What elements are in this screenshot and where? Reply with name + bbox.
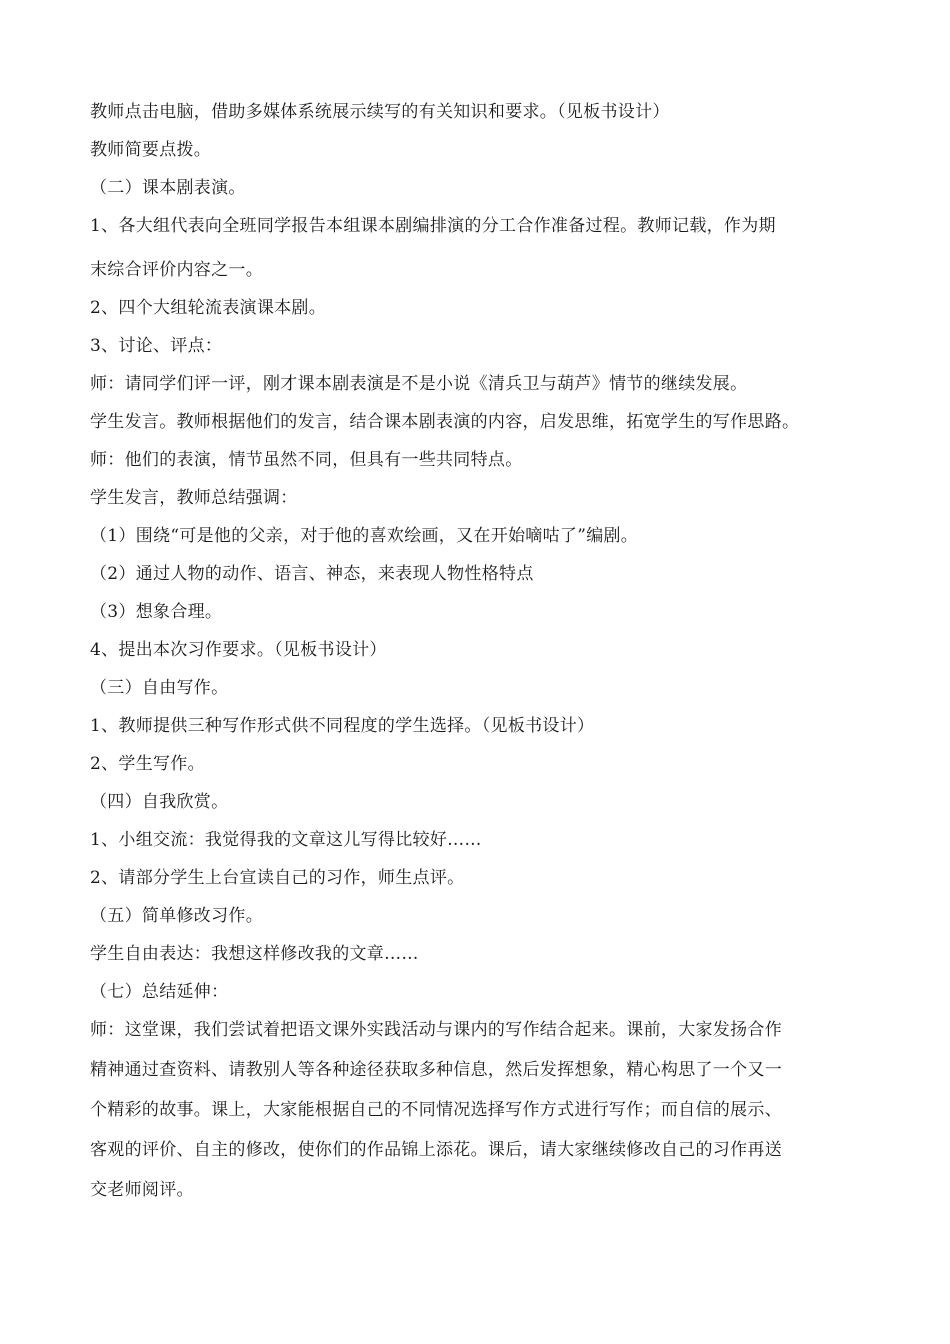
section-heading: （五）简单修改习作。 bbox=[90, 906, 263, 926]
text-line: 2、请部分学生上台宣读自己的习作，师生点评。 bbox=[90, 868, 465, 888]
text-line: 师：请同学们评一评，刚才课本剧表演是不是小说《清兵卫与葫芦》情节的继续发展。 bbox=[90, 374, 748, 394]
text-line: 个精彩的故事。课上，大家能根据自己的不同情况选择写作方式进行写作；而自信的展示、 bbox=[90, 1100, 782, 1120]
text-line: 学生自由表达：我想这样修改我的文章…… bbox=[90, 944, 419, 964]
text-line: 教师简要点拨。 bbox=[90, 140, 212, 160]
text-line: 3、讨论、评点： bbox=[90, 336, 223, 356]
document-body bbox=[90, 97, 870, 1215]
text-line: 1、各大组代表向全班同学报告本组课本剧编排演的分工合作准备过程。教师记载，作为期 bbox=[90, 216, 776, 236]
text-line: 客观的评价、自主的修改，使你们的作品锦上添花。课后，请大家继续修改自己的习作再送 bbox=[90, 1140, 782, 1160]
text-line: 1、教师提供三种写作形式供不同程度的学生选择。（见板书设计） bbox=[90, 716, 595, 736]
text-line: （3）想象合理。 bbox=[90, 602, 223, 622]
text-line: 1、小组交流：我觉得我的文章这儿写得比较好…… bbox=[90, 830, 482, 850]
text-line: 师：他们的表演，情节虽然不同，但具有一些共同特点。 bbox=[90, 450, 523, 470]
text-line: 2、四个大组轮流表演课本剧。 bbox=[90, 298, 327, 318]
section-heading: （二）课本剧表演。 bbox=[90, 178, 246, 198]
text-line: （2）通过人物的动作、语言、神态，来表现人物性格特点 bbox=[90, 564, 534, 584]
section-heading: （三）自由写作。 bbox=[90, 678, 229, 698]
text-line: （1）围绕“可是他的父亲，对于他的喜欢绘画，又在开始嘀咕了”编剧。 bbox=[90, 526, 639, 546]
text-line: 2、学生写作。 bbox=[90, 754, 205, 774]
text-line: 交老师阅评。 bbox=[90, 1180, 194, 1200]
text-line: 学生发言。教师根据他们的发言，结合课本剧表演的内容，启发思维，拓宽学生的写作思路。 bbox=[90, 412, 800, 432]
text-line: 精神通过查资料、请教别人等各种途径获取多种信息，然后发挥想象，精心构思了一个又一 bbox=[90, 1060, 782, 1080]
section-heading: （七）总结延伸： bbox=[90, 982, 229, 1002]
text-line: 师：这堂课，我们尝试着把语文课外实践活动与课内的写作结合起来。课前，大家发扬合作 bbox=[90, 1020, 782, 1040]
section-heading: （四）自我欣赏。 bbox=[90, 792, 229, 812]
text-line: 学生发言，教师总结强调： bbox=[90, 488, 298, 508]
text-line: 教师点击电脑，借助多媒体系统展示续写的有关知识和要求。（见板书设计） bbox=[90, 102, 670, 122]
text-line: 末综合评价内容之一。 bbox=[90, 260, 263, 280]
text-line: 4、提出本次习作要求。（见板书设计） bbox=[90, 640, 387, 660]
